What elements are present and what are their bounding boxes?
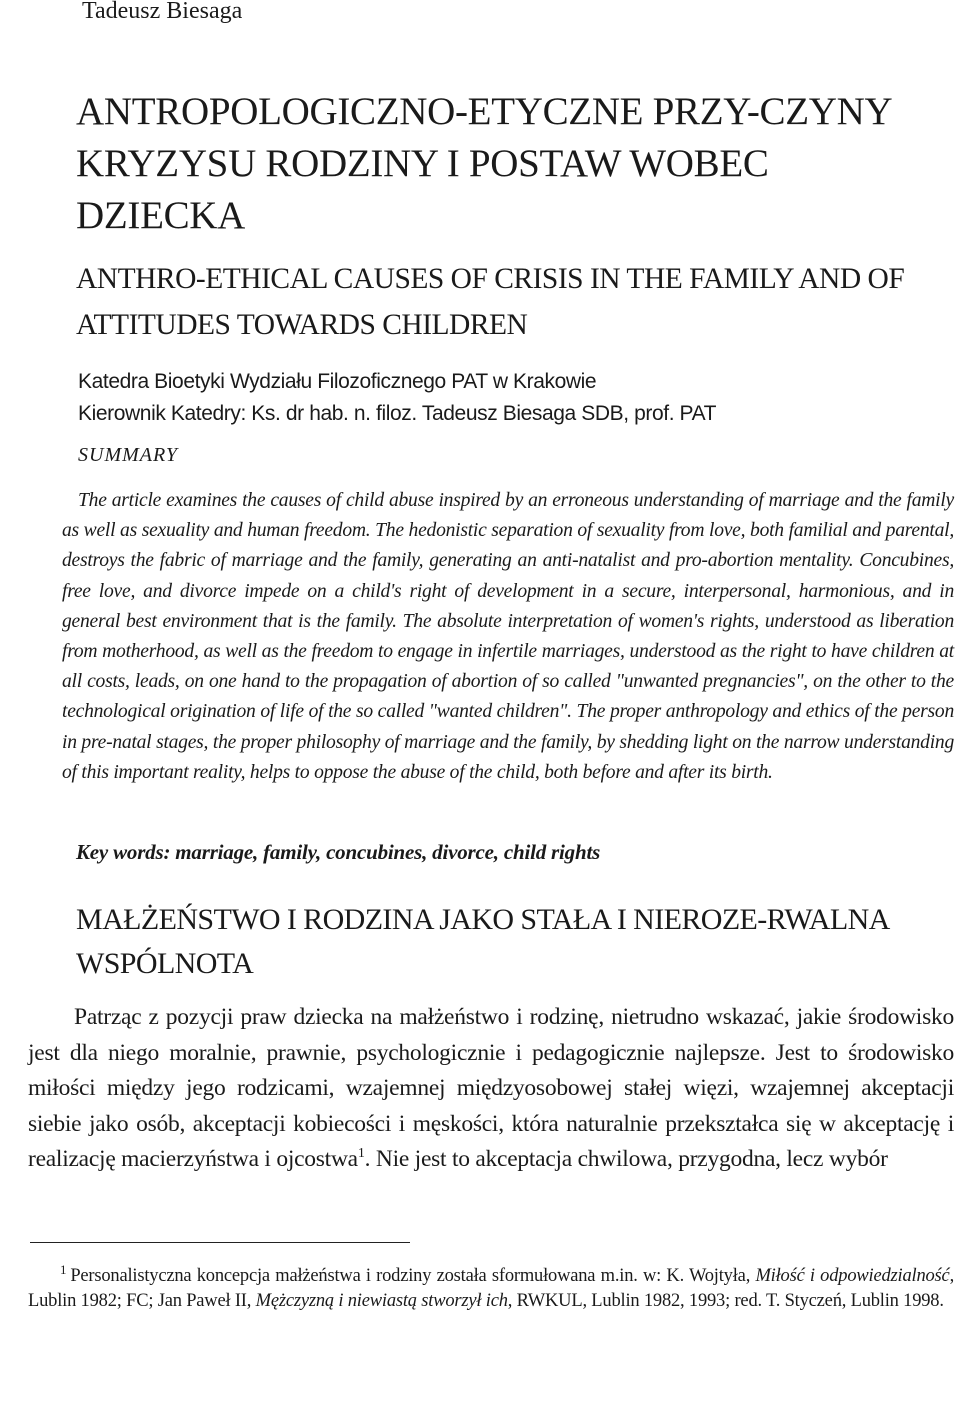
body-text: Patrząc z pozycji praw dziecka na małżeństwo i rodzinę, nietrudno wskazać, jakie środowisko jest dla niego moralnie, prawnie, psychologicznie i pedagogicznie najlepsze. Jest to środowisko miłości między jego rodzicami, wzajemnej międzyosobowej stałej więzi, wzajemnej akceptacji siebie jako osób, akceptacji kobiecości i męskości, która naturalnie przekształca się w akceptację i realizację macierzyństwa i ojcostwa bbox=[28, 1004, 954, 1172]
keywords: Key words: marriage, family, concubines, divorce, child rights bbox=[76, 840, 601, 864]
footnote-text: , Lublin 1982; FC; Jan Paweł II, bbox=[28, 1266, 954, 1311]
footnote-text: , RWKUL, Lublin 1982, 1993; red. T. Styczeń, Lublin 1998. bbox=[507, 1291, 944, 1311]
footnote-number: 1 bbox=[60, 1261, 67, 1277]
footnote-text: Personalistyczna koncepcja małżeństwa i rodziny została sformułowana m.in. w: K. Wojtyła, bbox=[70, 1266, 756, 1286]
summary-paragraph: The article examines the causes of child abuse inspired by an erroneous understanding of marriage and the family as well as sexuality and human freedom. The hedonistic separation of sexuality from love, both familial and parental, destroys the fabric of marriage and the family, generating an anti-natalist and pro-abortion mentality. Concubines, free love, and divorce impede on a child's right of development in a secure, interpersonal, harmonious, and in general best environment that is the family. The absolute interpretation of women's rights, understood as liberation from motherhood, as well as the freedom to engage in infertile marriages, understood as the right to have children at all costs, leads, on one hand to the propagation of abortion of so called "unwanted pregnancies", on the other to the technological origination of life of the so called "wanted children". The proper anthropology and ethics of the person in pre-natal stages, the proper philosophy of marriage and the family, by shedding light on the narrow understanding of this important reality, helps to oppose the abuse of the child, both before and after its birth. bbox=[62, 490, 954, 783]
summary-heading: SUMMARY bbox=[78, 444, 178, 466]
footnote-separator bbox=[30, 1242, 410, 1243]
article-title-polish: ANTROPOLOGICZNO-ETYCZNE PRZY-CZYNY KRYZYSU RODZINY I POSTAW WOBEC DZIECKA bbox=[76, 90, 891, 237]
affiliation-head: Kierownik Katedry: Ks. dr hab. n. filoz. Tadeusz Biesaga SDB, prof. PAT bbox=[78, 402, 717, 425]
article-title-english: ANTHRO-ETHICAL CAUSES OF CRISIS IN THE FAMILY AND OF ATTITUDES TOWARDS CHILDREN bbox=[76, 263, 905, 341]
affiliation bbox=[78, 366, 938, 430]
footnote-reference: 1 bbox=[357, 1146, 365, 1162]
running-header-author: Tadeusz Biesaga bbox=[82, 0, 243, 24]
body-paragraph bbox=[28, 1000, 954, 1178]
footnote bbox=[28, 1261, 954, 1314]
affiliation-department: Katedra Bioetyki Wydziału Filozoficznego PAT w Krakowie bbox=[78, 370, 597, 393]
body-text-continued: . Nie jest to akceptacja chwilowa, przygodna, lecz wybór bbox=[364, 1146, 888, 1172]
section-heading: MAŁŻEŃSTWO I RODZINA JAKO STAŁA I NIEROZE-RWALNA WSPÓLNOTA bbox=[76, 903, 889, 980]
footnote-book-title: Mężczyzną i niewiastą stworzył ich bbox=[255, 1291, 508, 1311]
footnote-book-title: Miłość i odpowiedzialność bbox=[755, 1266, 950, 1286]
